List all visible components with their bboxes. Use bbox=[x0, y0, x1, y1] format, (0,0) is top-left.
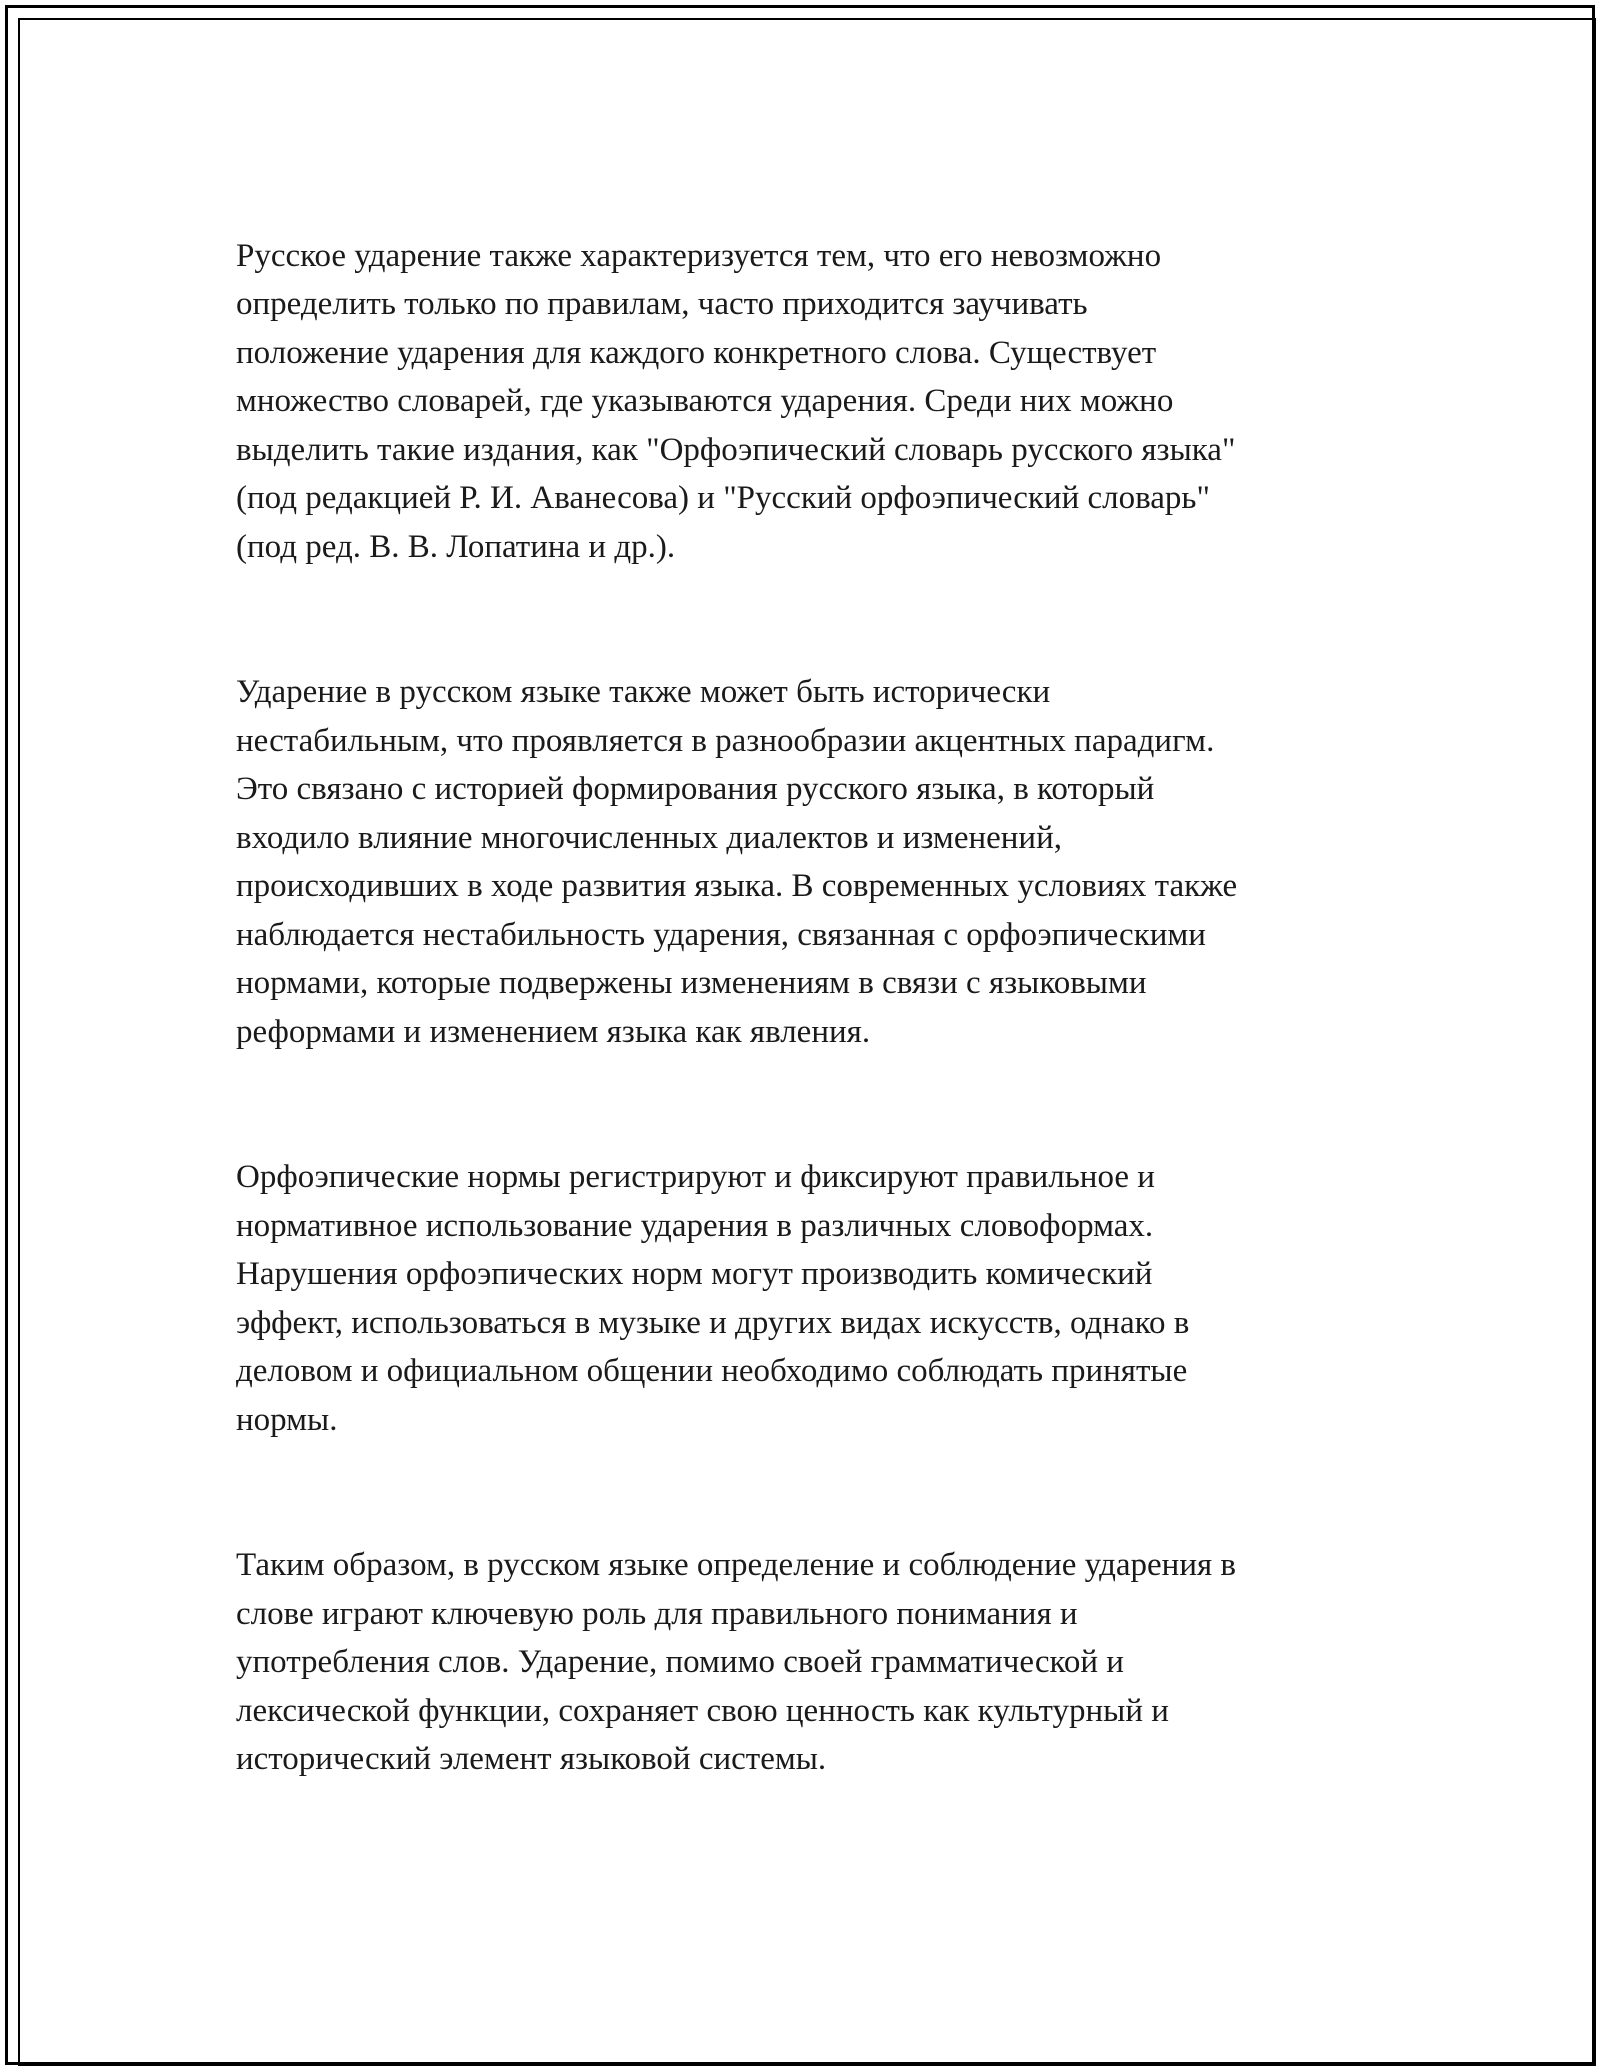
paragraph-stress-dictionaries: Русское ударение также характеризуется тем, что его невозможно определить только по правилам, часто приходится заучивать положение ударения для каждого конкретного слова. Существует множество словарей, где указываются ударения. Среди них можно выделить такие издания, как "Орфоэпический словарь русского языка" (под редакцией Р. И. Аванесова) и "Русский орфоэпический словарь" (под ред. В. В. Лопатина и др.). bbox=[236, 237, 1236, 565]
paragraph-orthoepic-norms: Орфоэпические нормы регистрируют и фиксируют правильное и нормативное использование ударения в различных словоформах. Нарушения орфоэпических норм могут производить комический эффект, использоваться в музыке и других видах искусств, однако в деловом и официальном общении необходимо соблюдать принятые нормы. bbox=[236, 1159, 1190, 1438]
paragraph-conclusion: Таким образом, в русском языке определение и соблюдение ударения в слове играют ключевую роль для правильного понимания и употребления слов. Ударение, помимо своей грамматической и лексической функции, сохраняет свою ценность как культурный и исторический элемент языковой системы. bbox=[236, 1547, 1236, 1777]
paragraph-historical-instability: Ударение в русском языке также может быть исторически нестабильным, что проявляется в разнообразии акцентных парадигм. Это связано с историей формирования русского языка, в который входило влияние многочисленных диалектов и изменений, происходивших в ходе развития языка. В современных условиях также наблюдается нестабильность ударения, связанная с орфоэпическими нормами, которые подвержены изменениям в связи с языковыми реформами и изменением языка как явления. bbox=[236, 674, 1238, 1050]
document-body bbox=[236, 183, 1366, 1832]
